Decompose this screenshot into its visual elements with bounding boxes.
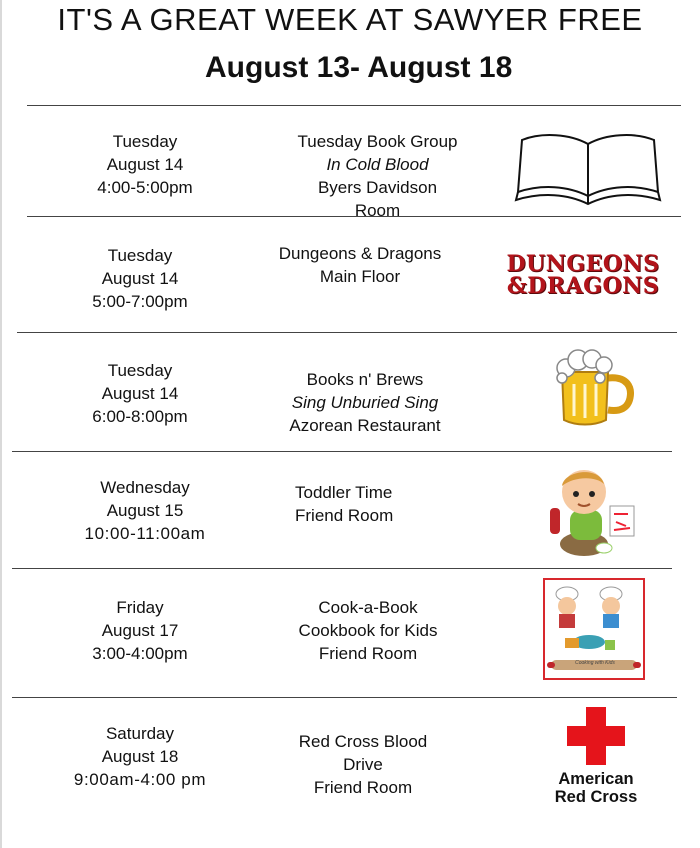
event-location: Friend Room: [318, 644, 418, 663]
logo-line: DUNGEONS: [506, 251, 660, 277]
event-location: Byers Davidson: [317, 178, 438, 197]
event-title-line2: Drive: [343, 755, 383, 774]
event-title: Books n' Brews: [306, 370, 424, 389]
event-details: [270, 242, 450, 288]
event-day: Tuesday: [107, 361, 173, 380]
logo-line: American: [558, 770, 634, 788]
event-details: [275, 368, 455, 437]
event-subtitle: Cookbook for Kids: [298, 621, 438, 640]
event-when: [65, 244, 215, 313]
event-when: [60, 476, 230, 545]
divider: [27, 105, 681, 106]
event-when: [65, 596, 215, 665]
event-day: Wednesday: [100, 478, 190, 497]
event-day: Tuesday: [112, 132, 178, 151]
divider: [17, 332, 677, 333]
logo-line: Red Cross: [554, 788, 638, 806]
event-details: [283, 596, 453, 665]
event-day: Friday: [116, 598, 164, 617]
toddler-icon: [544, 464, 642, 560]
event-time: 6:00-8:00pm: [92, 407, 188, 426]
event-location: Main Floor: [319, 267, 401, 286]
logo-line: &DRAGONS: [506, 273, 660, 299]
event-location: Friend Room: [295, 506, 394, 525]
beer-mug-icon: [554, 348, 634, 428]
event-details: [285, 130, 470, 222]
dungeons-dragons-logo: [494, 253, 672, 297]
event-title: Red Cross Blood: [298, 732, 428, 751]
event-date: August 14: [106, 155, 184, 174]
divider: [12, 568, 672, 569]
event-location: Azorean Restaurant: [289, 416, 441, 435]
event-location-line2: Room: [354, 201, 401, 220]
divider: [12, 697, 677, 698]
event-title: Toddler Time: [295, 483, 393, 502]
cooking-kids-icon: [543, 578, 645, 680]
event-time: 5:00-7:00pm: [92, 292, 188, 311]
event-details: [295, 481, 405, 527]
event-time: 9:00am-4:00 pm: [73, 770, 207, 789]
event-time: 4:00-5:00pm: [97, 178, 193, 197]
event-when: [65, 359, 215, 428]
event-title: Cook-a-Book: [318, 598, 418, 617]
event-date: August 14: [101, 384, 179, 403]
event-details: [278, 730, 448, 799]
cooking-logo-text: Cooking with Kids: [575, 660, 615, 666]
page-subtitle: August 13- August 18: [205, 51, 513, 84]
event-book-title: Sing Unburied Sing: [291, 393, 439, 412]
event-when: [70, 130, 220, 199]
event-when: [55, 722, 225, 791]
event-time: 3:00-4:00pm: [92, 644, 188, 663]
event-date: August 14: [101, 269, 179, 288]
event-date: August 18: [101, 747, 179, 766]
event-day: Saturday: [105, 724, 175, 743]
open-book-icon: [512, 126, 664, 208]
event-book-title: In Cold Blood: [326, 155, 429, 174]
event-title: Dungeons & Dragons: [278, 244, 442, 263]
page-edge: [0, 0, 2, 848]
event-time: 10:00-11:00am: [84, 524, 206, 543]
event-title: Tuesday Book Group: [297, 132, 458, 151]
event-date: August 15: [106, 501, 184, 520]
red-cross-icon: [567, 707, 625, 765]
page-title: IT'S A GREAT WEEK AT SAWYER FREE: [57, 2, 643, 37]
event-location: Friend Room: [313, 778, 413, 797]
event-day: Tuesday: [107, 246, 173, 265]
red-cross-logo: [543, 770, 649, 806]
event-date: August 17: [101, 621, 179, 640]
divider: [12, 451, 672, 452]
